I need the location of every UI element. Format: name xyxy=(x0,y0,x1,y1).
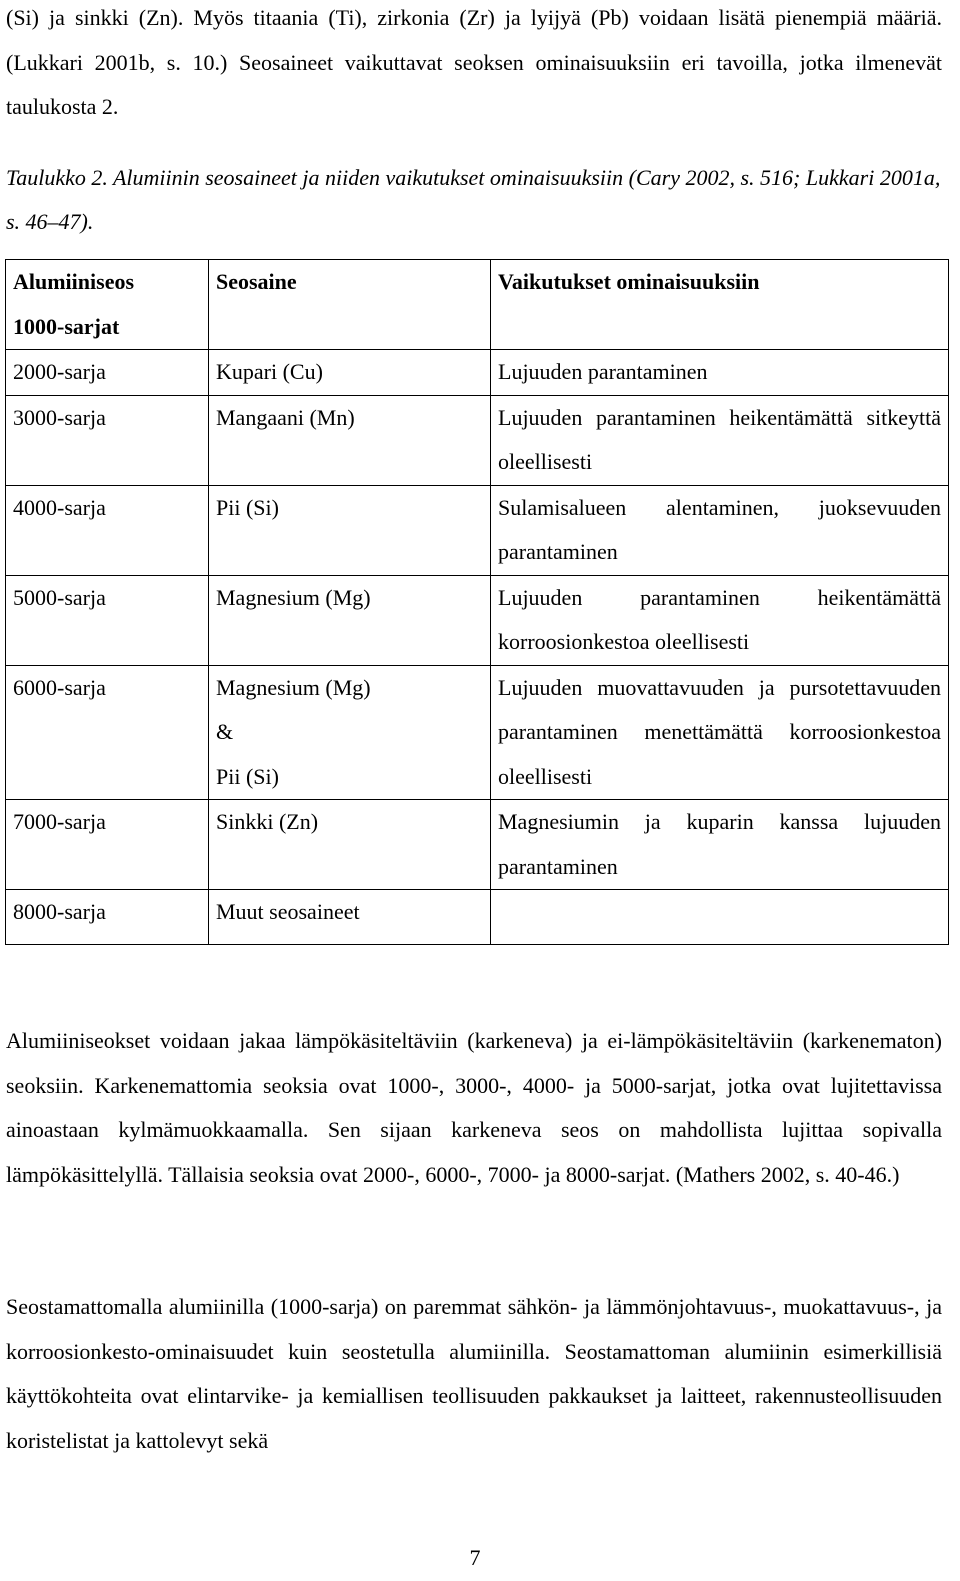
table-row xyxy=(6,395,949,485)
alloy-cell: 7000-sarja xyxy=(6,800,209,890)
header-element: Seosaine xyxy=(209,260,491,350)
alloy-cell: 3000-sarja xyxy=(6,395,209,485)
table-row xyxy=(6,665,949,800)
header-alloy xyxy=(6,260,209,350)
element-cell: Muut seosaineet xyxy=(209,890,491,945)
element-cell: Sinkki (Zn) xyxy=(209,800,491,890)
element-cell: Pii (Si) xyxy=(209,485,491,575)
effect-cell: Magnesiumin ja kuparin kanssa lujuuden parantaminen xyxy=(491,800,949,890)
alloy-cell: 8000-sarja xyxy=(6,890,209,945)
header-effect: Vaikutukset ominaisuuksiin xyxy=(491,260,949,350)
table-row xyxy=(6,800,949,890)
table-row xyxy=(6,350,949,396)
element-line: Magnesium (Mg) xyxy=(216,674,371,700)
table-caption: Taulukko 2. Alumiinin seosaineet ja niiden vaikutukset ominaisuuksiin (Cary 2002, s. 516; Lukkari 2001a, s. 46–47). xyxy=(6,165,941,234)
effect-cell: Lujuuden parantaminen xyxy=(491,350,949,396)
effect-cell: Lujuuden parantaminen heikentämättä korroosionkestoa oleellisesti xyxy=(491,575,949,665)
page-number: 7 xyxy=(469,1545,481,1570)
element-line: Pii (Si) xyxy=(216,763,279,789)
alloy-cell: 5000-sarja xyxy=(6,575,209,665)
element-cell: Magnesium (Mg) xyxy=(209,575,491,665)
element-cell: Mangaani (Mn) xyxy=(209,395,491,485)
header-alloy-line1: Alumiiniseos xyxy=(13,269,135,294)
element-cell: Kupari (Cu) xyxy=(209,350,491,396)
paragraph-heat-treatment: Alumiiniseokset voidaan jakaa lämpökäsiteltäviin (karkeneva) ja ei-lämpökäsiteltäviin (karkenematon) seoksiin. Karkenemattomia seoksia ovat 1000-, 3000-, 4000- ja 5000-sarjat, jotka ovat lujitettavissa ainoastaan kylmämuokkaamalla. Sen sijaan karkeneva seos on mahdollista lujittaa sopivalla lämpökäsittelyllä. Tällaisia seoksia ovat 2000-, 6000-, 7000- ja 8000-sarjat. (Mathers 2002, s. 40-46.) xyxy=(6,1028,942,1187)
element-cell xyxy=(209,665,491,800)
header-alloy-line2: 1000-sarjat xyxy=(13,313,120,339)
element-line: & xyxy=(216,719,234,744)
table-header-row xyxy=(6,260,949,350)
effect-cell: Lujuuden parantaminen heikentämättä sitkeyttä oleellisesti xyxy=(491,395,949,485)
alloy-cell: 4000-sarja xyxy=(6,485,209,575)
intro-paragraph: (Si) ja sinkki (Zn). Myös titaania (Ti), zirkonia (Zr) ja lyijyä (Pb) voidaan lisätä pienempiä määriä. (Lukkari 2001b, s. 10.) Seosaineet vaikuttavat seoksen ominaisuuksiin eri tavoilla, jotka ilmenevät taulukosta 2. xyxy=(6,5,942,119)
effect-cell: Lujuuden muovattavuuden ja pursotettavuuden parantaminen menettämättä korroosionkestoa oleellisesti xyxy=(491,665,949,800)
alloy-cell: 2000-sarja xyxy=(6,350,209,396)
table-row xyxy=(6,485,949,575)
effect-cell: Sulamisalueen alentaminen, juoksevuuden parantaminen xyxy=(491,485,949,575)
effect-cell xyxy=(491,890,949,945)
alloy-table xyxy=(5,259,949,945)
table-row xyxy=(6,890,949,945)
table-row xyxy=(6,575,949,665)
paragraph-unalloyed-aluminium: Seostamattomalla alumiinilla (1000-sarja) on paremmat sähkön- ja lämmönjohtavuus-, muokattavuus-, ja korroosionkesto-ominaisuudet kuin seostetulla alumiinilla. Seostamattoman alumiinin esimerkillisiä käyttökohteita ovat elintarvike- ja kemiallisen teollisuuden pakkaukset ja laitteet, rakennusteollisuuden koristelistat ja kattolevyt sekä xyxy=(6,1294,942,1453)
alloy-cell: 6000-sarja xyxy=(6,665,209,800)
